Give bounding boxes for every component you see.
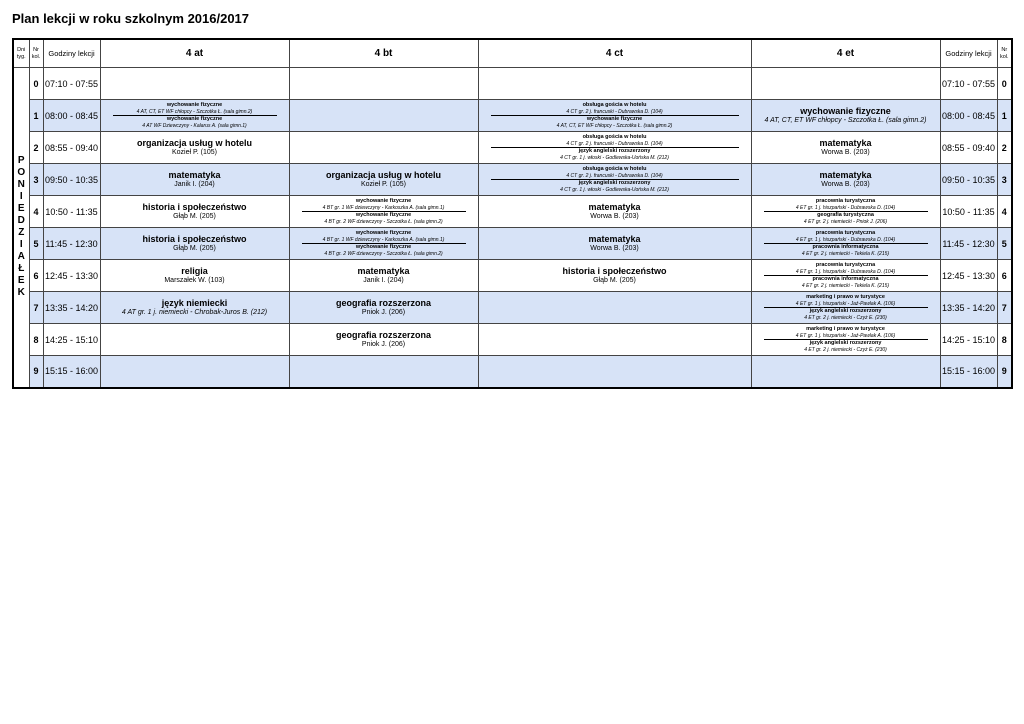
group-lesson [479,147,751,161]
lesson-cell [289,260,478,292]
group-lesson-body [764,275,928,289]
group-details: 4 CT gr. 2 j. francuski - Dubrawska D. (104) [566,172,663,179]
group-details: 4 BT gr. 2 WF dziewczyny - Szczotka Ł. (sala gimn.2) [324,218,443,225]
teacher-room: 4 AT gr. 1 j. niemiecki - Chrobak-Juros B. (212) [121,309,268,316]
subject-name: historia i społeczeństwo [142,234,247,244]
group-lesson-body [302,198,466,211]
lesson-time-right: 09:50 - 10:35 [940,164,997,196]
group-details: 4 ET gr. 1 j. hiszpański - Dubrawska D. (104) [795,204,896,211]
lesson-cell [751,100,940,132]
subject-name: wychowanie fizyczne [166,102,223,108]
page-title: Plan lekcji w roku szkolnym 2016/2017 [12,11,250,26]
teacher-room: Worwa B. (203) [821,181,870,188]
group-lesson [752,243,940,257]
group-details: 4 ET gr. 1 j. hiszpański - Jaź-Pawlak A. (106) [795,332,896,339]
subject-name: pracownia informatyczna [812,276,879,282]
group-lesson [752,294,940,307]
lesson-cell [100,228,289,260]
lesson-number-right: 8 [997,324,1012,356]
group-lesson-body [491,147,739,161]
group-lesson-body [113,115,277,129]
subject-name: organizacja usług w hotelu [136,138,252,148]
group-details: 4 ET gr. 2 j. niemiecki - Tekiela K. (215) [801,282,890,289]
group-lesson [752,230,940,243]
lesson-cell [478,324,751,356]
day-letter: A [17,251,25,263]
subject-name: marketing i prawo w turystyce [806,326,885,332]
lesson-time: 13:35 - 14:20 [43,292,100,324]
lesson-time: 11:45 - 12:30 [43,228,100,260]
table-row [13,324,1012,356]
subject-name: język angielski rozszerzony [578,148,651,154]
day-name [14,155,29,299]
day-letter: I [19,239,23,251]
group-details: 4 AT, CT, ET WF chłopcy - Szczotka Ł. (sala gimn.2) [136,108,253,115]
group-lesson-body [491,179,739,193]
lesson-time: 10:50 - 11:35 [43,196,100,228]
group-lesson [101,115,289,129]
subject-name: wychowanie fizyczne [800,106,891,116]
group-lesson [290,198,478,211]
lesson-cell [478,356,751,388]
split-lesson [290,198,478,225]
subject-name: pracownia turystyczna [815,230,876,236]
lesson-time: 07:10 - 07:55 [43,68,100,100]
lesson-cell [751,260,940,292]
day-letter: E [17,275,25,287]
lesson-cell [289,164,478,196]
lesson-time-right: 14:25 - 15:10 [940,324,997,356]
table-row [13,132,1012,164]
lesson-time-right: 08:00 - 08:45 [940,100,997,132]
day-letter: D [17,215,25,227]
lesson-cell [289,324,478,356]
group-lesson [479,115,751,129]
lesson-cell [478,292,751,324]
group-lesson-body [491,115,739,129]
split-lesson [101,102,289,129]
group-lesson-body [764,339,928,353]
lesson-time-right: 13:35 - 14:20 [940,292,997,324]
subject-name: organizacja usług w hotelu [325,170,441,180]
subject-name: obsługa gościa w hotelu [582,166,647,172]
group-lesson-body [302,230,466,243]
lesson-cell [478,68,751,100]
group-lesson [752,211,940,225]
lesson-cell [289,292,478,324]
lesson-number: 6 [29,260,43,292]
group-details: 4 CT gr. 2 j. francuski - Dubrawska D. (104) [566,140,663,147]
lesson-time: 12:45 - 13:30 [43,260,100,292]
group-lesson-body [302,243,466,257]
lesson-number: 4 [29,196,43,228]
lesson-time-right: 10:50 - 11:35 [940,196,997,228]
group-lesson [752,326,940,339]
group-details: 4 CT gr. 2 j. francuski - Dubrawska D. (104) [566,108,663,115]
teacher-room: Worwa B. (203) [590,213,639,220]
lesson-number-right: 0 [997,68,1012,100]
subject-name: historia i społeczeństwo [562,266,667,276]
group-details: 4 ET gr. 2 j. niemiecki - Tekiela K. (215) [801,250,890,257]
teacher-room: Janik I. (204) [174,181,215,188]
group-lesson-body [764,307,928,321]
group-lesson-body [764,230,928,243]
group-details: 4 ET gr. 2 j. niemiecki - Czyż E. (230) [804,346,887,353]
group-details: 4 ET gr. 1 j. hiszpański - Dubrawska D. (104) [795,268,896,275]
lesson-cell [289,196,478,228]
lesson-time-right: 08:55 - 09:40 [940,132,997,164]
group-details: 4 BT gr. 1 WF dziewczyny - Karkoszka A. (sala gimn.1) [322,236,445,243]
subject-name: matematyka [819,138,872,148]
subject-name: historia i społeczeństwo [142,202,247,212]
group-lesson-body [764,262,928,275]
subject-name: marketing i prawo w turystyce [806,294,885,300]
subject-name: matematyka [819,170,872,180]
lesson-cell [751,228,940,260]
group-details: 4 ET gr. 2 j. niemiecki - Czyż E. (230) [804,314,887,321]
day-letter: N [17,179,25,191]
table-row [13,228,1012,260]
day-letter: P [17,155,25,167]
lesson-time: 09:50 - 10:35 [43,164,100,196]
lesson-time-right: 12:45 - 13:30 [940,260,997,292]
lesson-number-right: 3 [997,164,1012,196]
subject-name: wychowanie fizyczne [355,198,412,204]
group-lesson-body [113,102,277,115]
teacher-room: Pniok J. (206) [361,341,406,348]
lesson-cell [751,324,940,356]
subject-name: język niemiecki [161,298,228,308]
day-letter: E [17,203,25,215]
lesson-cell [478,260,751,292]
lesson-number-right: 2 [997,132,1012,164]
table-row [13,196,1012,228]
day-letter: I [19,191,23,203]
split-lesson [752,326,940,353]
teacher-room: Głąb M. (205) [173,213,216,220]
lesson-cell [289,100,478,132]
lesson-number: 3 [29,164,43,196]
lesson-cell [100,164,289,196]
teacher-room: Głąb M. (205) [173,245,216,252]
lesson-number: 7 [29,292,43,324]
group-details: 4 ET gr. 1 j. hiszpański - Dubrawska D. (104) [795,236,896,243]
lesson-number-right: 7 [997,292,1012,324]
split-lesson [752,262,940,289]
lesson-cell [100,356,289,388]
group-details: 4 ET gr. 2 j. niemiecki - Pniok J. (206) [803,218,888,225]
teacher-room: Worwa B. (203) [590,245,639,252]
subject-name: religia [181,266,208,276]
lesson-cell [289,68,478,100]
lesson-time: 15:15 - 16:00 [43,356,100,388]
lesson-cell [751,356,940,388]
group-lesson [290,243,478,257]
lesson-cell [478,228,751,260]
lesson-number: 8 [29,324,43,356]
lesson-number: 1 [29,100,43,132]
day-letter: K [17,287,25,299]
split-lesson [290,230,478,257]
split-lesson [479,166,751,193]
lesson-number: 2 [29,132,43,164]
group-details: 4 ET gr. 1 j. hiszpański - Jaź-Pawlak A. (106) [795,300,896,307]
teacher-room: 4 AT, CT, ET WF chłopcy - Szczotka Ł. (sala gimn.2) [764,117,927,124]
group-details: 4 CT gr. 1 j. włoski - Godlewska-Uońska M. (212) [560,154,669,161]
subject-name: język angielski rozszerzony [809,308,882,314]
table-row [13,260,1012,292]
day-letter: Z [18,227,25,239]
subject-name: geografia rozszerzona [335,330,432,340]
header-hours: Godziny lekcji [43,39,100,68]
teacher-room: Głąb M. (205) [593,277,636,284]
lesson-cell [100,196,289,228]
lesson-number-right: 4 [997,196,1012,228]
teacher-room: Pniok J. (206) [361,309,406,316]
lesson-cell [100,100,289,132]
group-lesson [479,134,751,147]
split-lesson [752,294,940,321]
teacher-room: Worwa B. (203) [821,149,870,156]
table-row [13,68,1012,100]
header-class-4at: 4 at [100,39,289,68]
group-lesson-body [764,243,928,257]
header-hours-right: Godziny lekcji [940,39,997,68]
lesson-cell [289,228,478,260]
subject-name: matematyka [357,266,410,276]
group-lesson [479,102,751,115]
group-lesson-body [764,211,928,225]
group-details: 4 CT gr. 1 j. włoski - Godlewska-Uońska M. (212) [560,186,669,193]
group-lesson-body [491,134,739,147]
lesson-cell [100,292,289,324]
lesson-number-right: 6 [997,260,1012,292]
group-lesson-body [764,294,928,307]
subject-name: język angielski rozszerzony [809,340,882,346]
lesson-number: 0 [29,68,43,100]
header-days: Dni tyg. [13,39,29,68]
subject-name: geografia turystyczna [817,212,874,218]
group-lesson [752,307,940,321]
group-lesson-body [764,326,928,339]
lesson-number-right: 1 [997,100,1012,132]
split-lesson [752,198,940,225]
teacher-room: Marszałek W. (103) [164,277,225,284]
header-nr: Nr kol. [29,39,43,68]
lesson-cell [100,260,289,292]
day-letter: Ł [18,263,25,275]
group-details: 4 BT gr. 2 WF dziewczyny - Szczotka Ł. (sala gimn.2) [324,250,443,257]
subject-name: wychowanie fizyczne [586,116,643,122]
lesson-number-right: 5 [997,228,1012,260]
split-lesson [752,230,940,257]
group-lesson [479,179,751,193]
subject-name: geografia rozszerzona [335,298,432,308]
subject-name: wychowanie fizyczne [166,116,223,122]
group-lesson [752,275,940,289]
lesson-time: 14:25 - 15:10 [43,324,100,356]
header-class-4ct: 4 ct [478,39,751,68]
lesson-time-right: 15:15 - 16:00 [940,356,997,388]
subject-name: obsługa gościa w hotelu [582,134,647,140]
group-lesson-body [491,102,739,115]
subject-name: pracownia turystyczna [815,262,876,268]
subject-name: język angielski rozszerzony [578,180,651,186]
lesson-cell [100,68,289,100]
teacher-room: Kozieł P. (105) [171,149,217,156]
group-lesson-body [764,198,928,211]
split-lesson [479,102,751,129]
group-details: 4 BT gr. 1 WF dziewczyny - Karkoszka A. (sala gimn.1) [322,204,445,211]
subject-name: obsługa gościa w hotelu [582,102,647,108]
group-lesson [290,230,478,243]
teacher-room: Janik I. (204) [363,277,404,284]
lesson-cell [100,324,289,356]
lesson-time-right: 07:10 - 07:55 [940,68,997,100]
group-lesson-body [491,166,739,179]
subject-name: matematyka [588,202,641,212]
subject-name: wychowanie fizyczne [355,212,412,218]
lesson-number: 5 [29,228,43,260]
lesson-cell [751,164,940,196]
table-row [13,356,1012,388]
group-lesson-body [302,211,466,225]
group-lesson [752,262,940,275]
lesson-cell [100,132,289,164]
lesson-cell [289,356,478,388]
day-label-column [13,68,29,388]
group-lesson [752,339,940,353]
lesson-time-right: 11:45 - 12:30 [940,228,997,260]
teacher-room: Kozieł P. (105) [360,181,406,188]
group-details: 4 AT, CT, ET WF chłopcy - Szczotka Ł. (sala gimn.2) [556,122,673,129]
subject-name: pracownia informatyczna [812,244,879,250]
subject-name: wychowanie fizyczne [355,244,412,250]
header-class-4et: 4 et [751,39,940,68]
lesson-time: 08:00 - 08:45 [43,100,100,132]
lesson-number-right: 9 [997,356,1012,388]
table-row [13,164,1012,196]
header-nr-right: Nr kol. [997,39,1012,68]
lesson-cell [478,132,751,164]
lesson-cell [751,68,940,100]
group-lesson [752,198,940,211]
lesson-cell [751,292,940,324]
lesson-number: 9 [29,356,43,388]
lesson-cell [478,100,751,132]
timetable [12,38,1013,389]
lesson-cell [751,196,940,228]
table-row [13,100,1012,132]
header-class-4bt: 4 bt [289,39,478,68]
lesson-cell [478,164,751,196]
subject-name: pracownia turystyczna [815,198,876,204]
lesson-cell [289,132,478,164]
split-lesson [479,134,751,161]
subject-name: matematyka [168,170,221,180]
lesson-cell [478,196,751,228]
subject-name: wychowanie fizyczne [355,230,412,236]
lesson-cell [751,132,940,164]
group-lesson [479,166,751,179]
group-details: 4 AT WF Dziewczyny - Kalarus A. (sala gimn.1) [142,122,247,129]
group-lesson [290,211,478,225]
group-lesson [101,102,289,115]
day-letter: O [17,167,26,179]
table-row [13,292,1012,324]
subject-name: matematyka [588,234,641,244]
lesson-time: 08:55 - 09:40 [43,132,100,164]
